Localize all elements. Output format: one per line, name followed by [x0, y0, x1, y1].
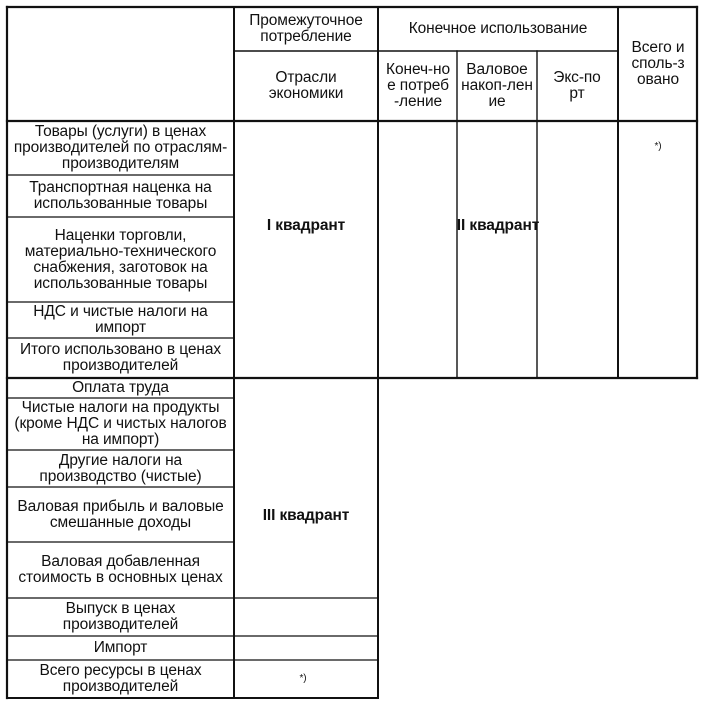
- header-final-consumption: Конеч-ное потреб-ление: [386, 61, 450, 110]
- header-intermediate-consumption: Промежуточное потребление: [249, 12, 363, 45]
- row-transport-markup: Транспортная наценка на использованные товары: [29, 179, 212, 212]
- row-output-producer-prices: Выпуск в ценах производителей: [62, 600, 179, 633]
- row-vat-import-taxes: НДС и чистые налоги на импорт: [33, 303, 208, 336]
- footnote-mark-total-used: *): [654, 141, 662, 152]
- row-other-production-taxes: Другие налоги на производство (чистые): [39, 451, 202, 485]
- row-trade-markups: Наценки торговли, материально-технического снабжения, заготовок на использованные товары: [24, 226, 217, 292]
- header-export: Экс-порт: [553, 69, 601, 102]
- header-gross-accumulation: Валовое накоп-ление: [461, 61, 533, 110]
- row-labor-compensation: Оплата труда: [72, 379, 169, 396]
- row-total-resources: Всего ресурсы в ценах производителей: [39, 662, 202, 695]
- header-industries: Отрасли экономики: [268, 69, 344, 102]
- header-total-used: Всего исполь-зовано: [631, 39, 685, 88]
- row-goods-producer-prices: Товары (услуги) в ценах производителей по отраслям-производителям: [13, 123, 228, 172]
- row-import: Импорт: [93, 639, 148, 656]
- quadrant-2-label: II квадрант: [456, 217, 540, 234]
- quadrant-3-label: III квадрант: [262, 507, 350, 524]
- row-net-product-taxes: Чистые налоги на продукты (кроме НДС и чистых налогов на импорт): [14, 399, 227, 448]
- header-final-use: Конечное использование: [408, 20, 588, 37]
- footnote-mark-total-resources: *): [299, 673, 307, 684]
- row-gross-profit: Валовая прибыль и валовые смешанные доходы: [17, 497, 224, 531]
- quadrant-1-label: I квадрант: [266, 217, 346, 234]
- row-gross-value-added: Валовая добавленная стоимость в основных ценах: [18, 553, 223, 586]
- row-total-used-producer-prices: Итого использовано в ценах производителей: [19, 341, 222, 374]
